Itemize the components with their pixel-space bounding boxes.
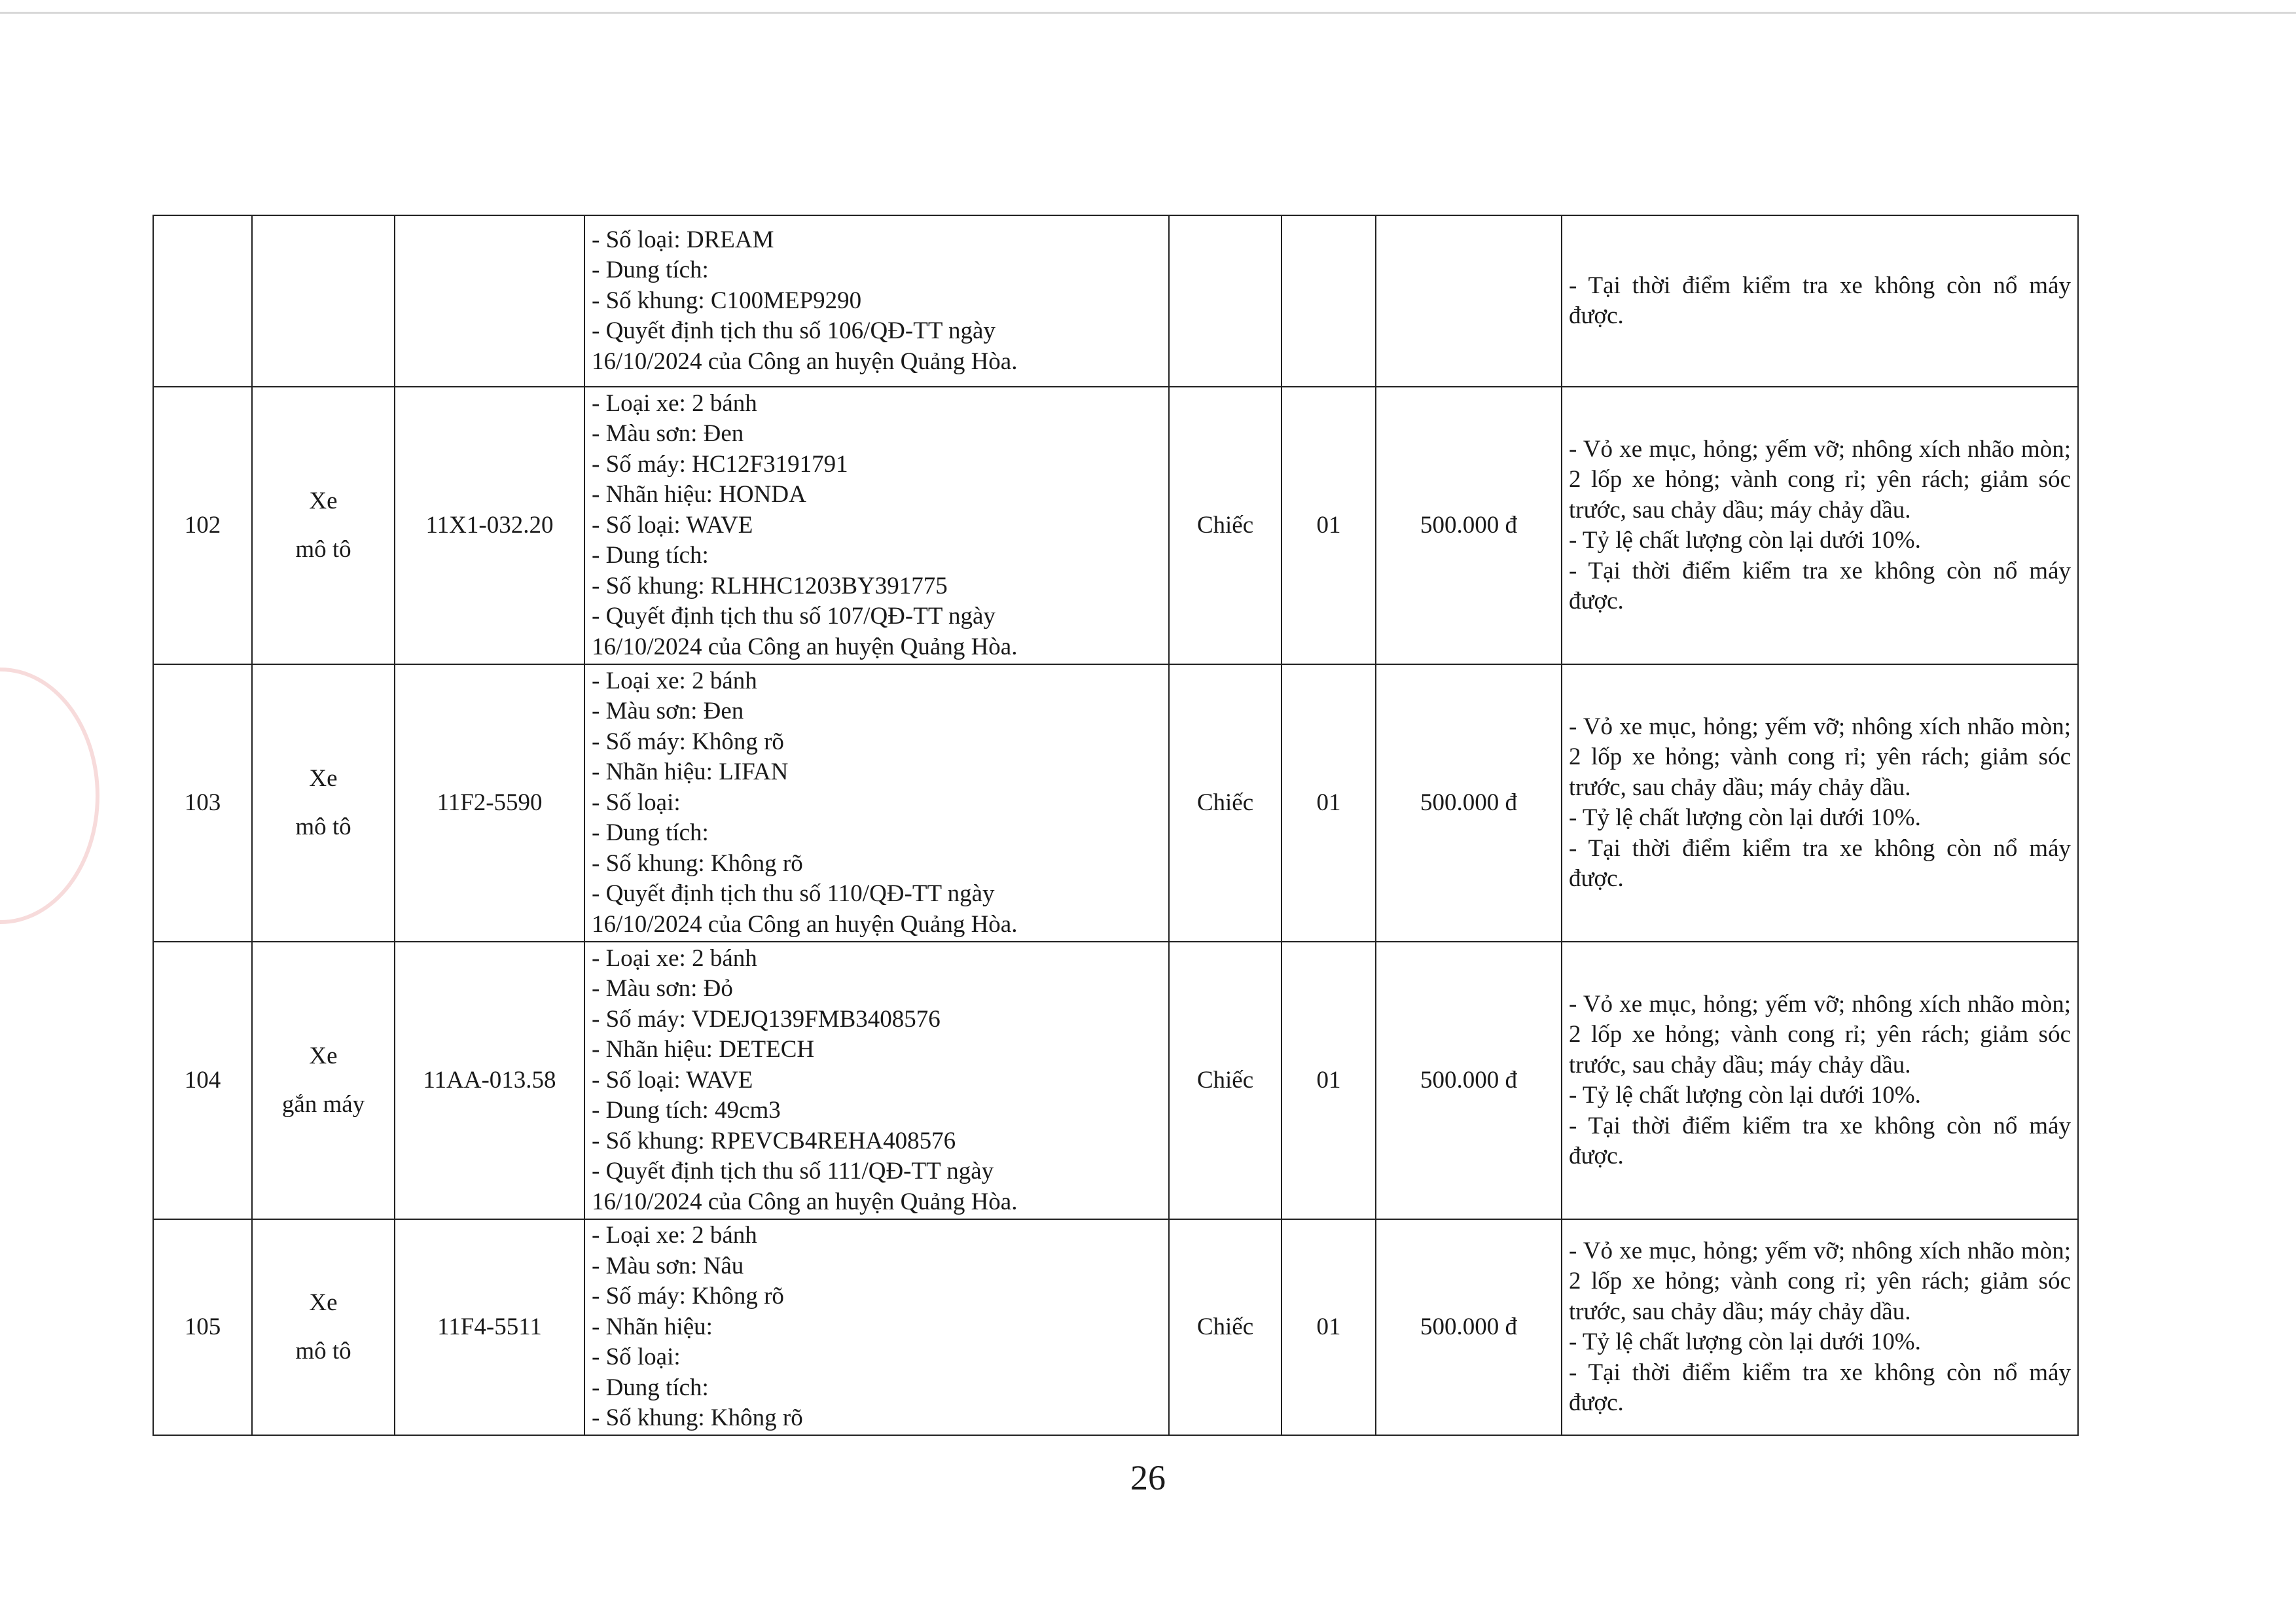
description-line: - Màu sơn: Đen [592,698,744,725]
description-cell [584,1219,1169,1435]
quantity-cell: 01 [1282,942,1376,1219]
table-row [153,215,2078,387]
license-plate-cell: 11X1-032.20 [395,387,584,664]
description-line: - Loại xe: 2 bánh [592,1222,757,1249]
description-line: 16/10/2024 của Công an huyện Quảng Hòa. [592,1188,1018,1215]
description-line: - Nhãn hiệu: DETECH [592,1036,815,1063]
price-cell: 500.000 đ [1376,664,1562,942]
asset-table [152,215,2079,1436]
description-line: - Loại xe: 2 bánh [592,667,757,694]
description-line: - Nhãn hiệu: LIFAN [592,758,789,786]
condition-line: - Vỏ xe mục, hỏng; yếm vỡ; nhông xích nhão mòn; 2 lốp xe hỏng; vành cong rỉ; yên rách; giảm sóc trước, sau chảy dầu; máy chảy dầu. [1569,713,2071,801]
table-row [153,1219,2078,1435]
asset-name-cell [252,664,395,942]
license-plate-cell: 11F2-5590 [395,664,584,942]
description-line: - Dung tích: [592,819,709,847]
price-cell: 500.000 đ [1376,1219,1562,1435]
condition-line: - Vỏ xe mục, hỏng; yếm vỡ; nhông xích nhão mòn; 2 lốp xe hỏng; vành cong rỉ; yên rách; giảm sóc trước, sau chảy dầu; máy chảy dầu. [1569,990,2071,1079]
asset-name-line: Xe [309,1042,338,1069]
asset-name-line: Xe [309,764,338,792]
page-top-edge [0,12,2296,14]
asset-name-cell [252,387,395,664]
description-line: - Số loại: [592,1344,681,1371]
license-plate-cell: 11AA-013.58 [395,942,584,1219]
asset-name-line: Xe [309,487,338,514]
asset-name-line: Xe [309,1289,338,1316]
table-row [153,387,2078,664]
description-line: - Số máy: HC12F3191791 [592,450,848,478]
stt-cell: 103 [153,664,252,942]
description-line: - Số máy: Không rõ [592,728,784,755]
stamp-trace-decoration [0,668,99,924]
description-cell [584,664,1169,942]
description-cell [584,387,1169,664]
condition-cell [1562,942,2078,1219]
unit-cell: Chiếc [1169,942,1282,1219]
description-line: - Số khung: Không rõ [592,1404,803,1432]
description-line: - Dung tích: [592,1374,709,1401]
description-line: - Màu sơn: Đỏ [592,975,733,1003]
condition-line: - Tại thời điểm kiểm tra xe không còn nổ máy được. [1569,272,2071,329]
condition-line: - Vỏ xe mục, hỏng; yếm vỡ; nhông xích nhão mòn; 2 lốp xe hỏng; vành cong rỉ; yên rách; giảm sóc trước, sau chảy dầu; máy chảy dầu. [1569,435,2071,524]
description-line: - Số loại: WAVE [592,511,753,539]
condition-line: - Tại thời điểm kiểm tra xe không còn nổ máy được. [1569,557,2071,615]
license-plate-cell [395,215,584,387]
description-line: - Loại xe: 2 bánh [592,389,757,417]
description-line: 16/10/2024 của Công an huyện Quảng Hòa. [592,910,1018,938]
quantity-cell: 01 [1282,664,1376,942]
page-number: 26 [1130,1458,1166,1497]
description-line: - Số loại: WAVE [592,1066,753,1094]
license-plate-cell: 11F4-5511 [395,1219,584,1435]
condition-line: - Tại thời điểm kiểm tra xe không còn nổ máy được. [1569,1112,2071,1169]
asset-name-cell [252,1219,395,1435]
condition-cell [1562,1219,2078,1435]
description-line: - Màu sơn: Đen [592,420,744,448]
description-line: - Số khung: Không rõ [592,849,803,877]
description-cell [584,942,1169,1219]
description-line: - Số khung: C100MEP9290 [592,287,862,314]
condition-cell [1562,387,2078,664]
unit-cell: Chiếc [1169,664,1282,942]
description-line: - Dung tích: [592,542,709,569]
description-line: - Quyết định tịch thu số 107/QĐ-TT ngày [592,603,996,630]
description-line: - Nhãn hiệu: [592,1313,713,1340]
condition-line: - Vỏ xe mục, hỏng; yếm vỡ; nhông xích nhão mòn; 2 lốp xe hỏng; vành cong rỉ; yên rách; giảm sóc trước, sau chảy dầu; máy chảy dầu. [1569,1237,2071,1325]
condition-line: - Tỷ lệ chất lượng còn lại dưới 10%. [1569,1329,1921,1355]
price-cell [1376,215,1562,387]
condition-line: - Tỷ lệ chất lượng còn lại dưới 10%. [1569,804,1921,831]
description-line: - Loại xe: 2 bánh [592,944,757,972]
condition-line: - Tỷ lệ chất lượng còn lại dưới 10%. [1569,527,1921,554]
condition-cell [1562,664,2078,942]
unit-cell: Chiếc [1169,1219,1282,1435]
asset-name-line: mô tô [295,1338,351,1364]
description-line: - Số máy: Không rõ [592,1283,784,1310]
asset-name-line: mô tô [295,536,351,563]
quantity-cell: 01 [1282,1219,1376,1435]
description-line: - Số loại: DREAM [592,226,774,253]
description-line: - Nhãn hiệu: HONDA [592,481,806,508]
condition-line: - Tỷ lệ chất lượng còn lại dưới 10%. [1569,1082,1921,1109]
table-row [153,942,2078,1219]
stt-cell [153,215,252,387]
description-line: - Số loại: [592,789,681,816]
description-line: - Số khung: RLHHC1203BY391775 [592,572,948,599]
description-line: - Số máy: VDEJQ139FMB3408576 [592,1005,941,1033]
stt-cell: 104 [153,942,252,1219]
description-line: 16/10/2024 của Công an huyện Quảng Hòa. [592,348,1018,375]
price-cell: 500.000 đ [1376,942,1562,1219]
table-row [153,664,2078,942]
description-line: - Màu sơn: Nâu [592,1252,744,1279]
description-line: - Dung tích: 49cm3 [592,1097,781,1124]
asset-name-line: mô tô [295,813,351,840]
stt-cell: 105 [153,1219,252,1435]
condition-line: - Tại thời điểm kiểm tra xe không còn nổ máy được. [1569,1359,2071,1416]
unit-cell [1169,215,1282,387]
description-cell [584,215,1169,387]
condition-cell [1562,215,2078,387]
asset-name-line: gắn máy [281,1091,365,1118]
description-line: - Quyết định tịch thu số 111/QĐ-TT ngày [592,1158,994,1185]
condition-line: - Tại thời điểm kiểm tra xe không còn nổ máy được. [1569,834,2071,892]
asset-name-cell [252,215,395,387]
description-line: - Dung tích: [592,257,709,284]
price-cell: 500.000 đ [1376,387,1562,664]
description-line: - Quyết định tịch thu số 106/QĐ-TT ngày [592,317,996,345]
description-line: - Số khung: RPEVCB4REHA408576 [592,1127,956,1154]
quantity-cell: 01 [1282,387,1376,664]
stt-cell: 102 [153,387,252,664]
unit-cell: Chiếc [1169,387,1282,664]
description-line: 16/10/2024 của Công an huyện Quảng Hòa. [592,633,1018,660]
asset-table-body [153,215,2078,1435]
asset-name-cell [252,942,395,1219]
quantity-cell [1282,215,1376,387]
description-line: - Quyết định tịch thu số 110/QĐ-TT ngày [592,880,995,908]
